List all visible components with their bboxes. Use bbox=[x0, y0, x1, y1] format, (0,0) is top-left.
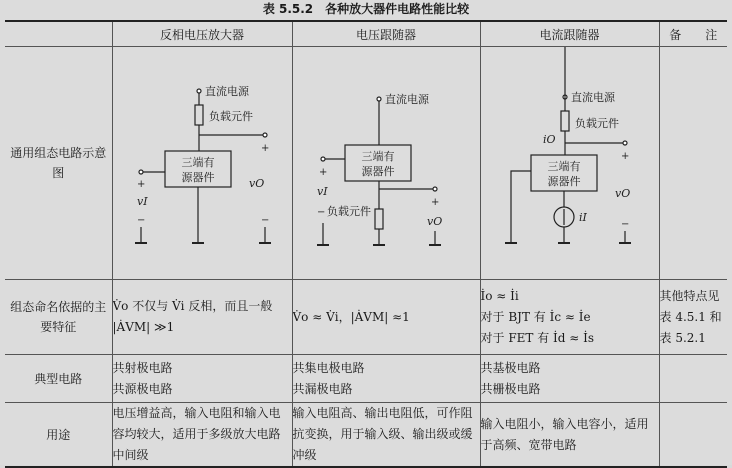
remark-usage bbox=[659, 403, 727, 468]
vo-label: vO bbox=[248, 177, 264, 190]
header-blank bbox=[5, 21, 112, 47]
diagram-row bbox=[5, 47, 727, 280]
dc-source-label: 直流电源 bbox=[204, 85, 249, 98]
vo-label: vO bbox=[426, 215, 442, 228]
load-resistor bbox=[195, 105, 203, 125]
typical-row bbox=[5, 355, 727, 403]
current-follower-diagram-cell bbox=[480, 47, 659, 280]
voltage-follower-feature: V̇o ≈ V̇i，|ȦVM| ≈1 bbox=[292, 280, 480, 355]
svg-text:−: − bbox=[136, 215, 145, 226]
usage-row bbox=[5, 403, 727, 468]
inverting-circuit-diagram bbox=[113, 47, 291, 276]
load-label: 负载元件 bbox=[326, 205, 371, 218]
remark-diagram-cell bbox=[659, 47, 727, 280]
svg-text:−: − bbox=[260, 215, 269, 226]
comparison-table bbox=[5, 20, 727, 468]
remark-typical bbox=[659, 355, 727, 403]
header-inverting: 反相电压放大器 bbox=[112, 21, 292, 47]
svg-text:−: − bbox=[316, 207, 325, 218]
feature-row bbox=[5, 280, 727, 355]
row-label-feature: 组态命名依据的主要特征 bbox=[5, 280, 112, 355]
current-follower-feature: İo ≈ İi 对于 BJT 有 İc ≈ İe 对于 FET 有 İd ≈ İs bbox=[480, 280, 659, 355]
load-resistor bbox=[375, 209, 383, 229]
svg-text:源器件: 源器件 bbox=[361, 165, 394, 178]
vi-label: vI bbox=[316, 185, 328, 198]
row-label-usage: 用途 bbox=[5, 403, 112, 468]
svg-text:+: + bbox=[318, 167, 327, 178]
header-voltage-follower: 电压跟随器 bbox=[292, 21, 480, 47]
row-label-diagram: 通用组态电路示意图 bbox=[5, 47, 112, 280]
voltage-follower-diagram-cell bbox=[292, 47, 480, 280]
current-follower-circuit-diagram bbox=[481, 47, 658, 276]
dc-source-label: 直流电源 bbox=[384, 93, 429, 106]
vo-label: vO bbox=[614, 187, 630, 200]
svg-text:源器件: 源器件 bbox=[547, 175, 580, 188]
svg-text:+: + bbox=[136, 179, 145, 190]
table-caption: 表 5.5.2 各种放大器件电路性能比较 bbox=[262, 2, 470, 16]
inverting-typical: 共射极电路 共源极电路 bbox=[112, 355, 292, 403]
dc-source-label: 直流电源 bbox=[570, 91, 615, 104]
dc-source-terminal bbox=[197, 89, 201, 93]
svg-text:+: + bbox=[260, 143, 269, 154]
voltage-follower-usage: 输入电阻高、输出电阻低，可作阻抗变换，用于输入级、输出级或缓冲级 bbox=[292, 403, 480, 468]
svg-text:+: + bbox=[620, 151, 629, 162]
current-follower-typical: 共基极电路 共栅极电路 bbox=[480, 355, 659, 403]
header-current-follower: 电流跟随器 bbox=[480, 21, 659, 47]
vi-label: vI bbox=[136, 195, 148, 208]
voltage-follower-typical: 共集电极电路 共漏极电路 bbox=[292, 355, 480, 403]
header-remark: 备 注 bbox=[659, 21, 727, 47]
svg-text:源器件: 源器件 bbox=[181, 171, 214, 184]
load-label: 负载元件 bbox=[208, 110, 253, 123]
svg-text:三端有: 三端有 bbox=[181, 156, 214, 169]
current-follower-usage: 输入电阻小，输入电容小，适用于高频、宽带电路 bbox=[480, 403, 659, 468]
header-row bbox=[5, 21, 727, 47]
io-label: iO bbox=[542, 133, 556, 146]
inverting-diagram-cell bbox=[112, 47, 292, 280]
svg-text:三端有: 三端有 bbox=[547, 160, 580, 173]
inverting-usage: 电压增益高，输入电阻和输入电容均较大，适用于多级放大电路中间级 bbox=[112, 403, 292, 468]
load-resistor bbox=[561, 111, 569, 131]
row-label-typical: 典型电路 bbox=[5, 355, 112, 403]
svg-text:三端有: 三端有 bbox=[361, 150, 394, 163]
ii-label: iI bbox=[578, 211, 587, 224]
remark-feature: 其他特点见表 4.5.1 和表 5.2.1 bbox=[659, 280, 727, 355]
load-label: 负载元件 bbox=[574, 117, 619, 130]
inverting-feature: V̇o 不仅与 V̇i 反相，而且一般 |ȦVM| ≫1 bbox=[112, 280, 292, 355]
voltage-follower-circuit-diagram bbox=[293, 47, 479, 276]
svg-text:+: + bbox=[430, 197, 439, 208]
svg-text:−: − bbox=[620, 219, 629, 230]
